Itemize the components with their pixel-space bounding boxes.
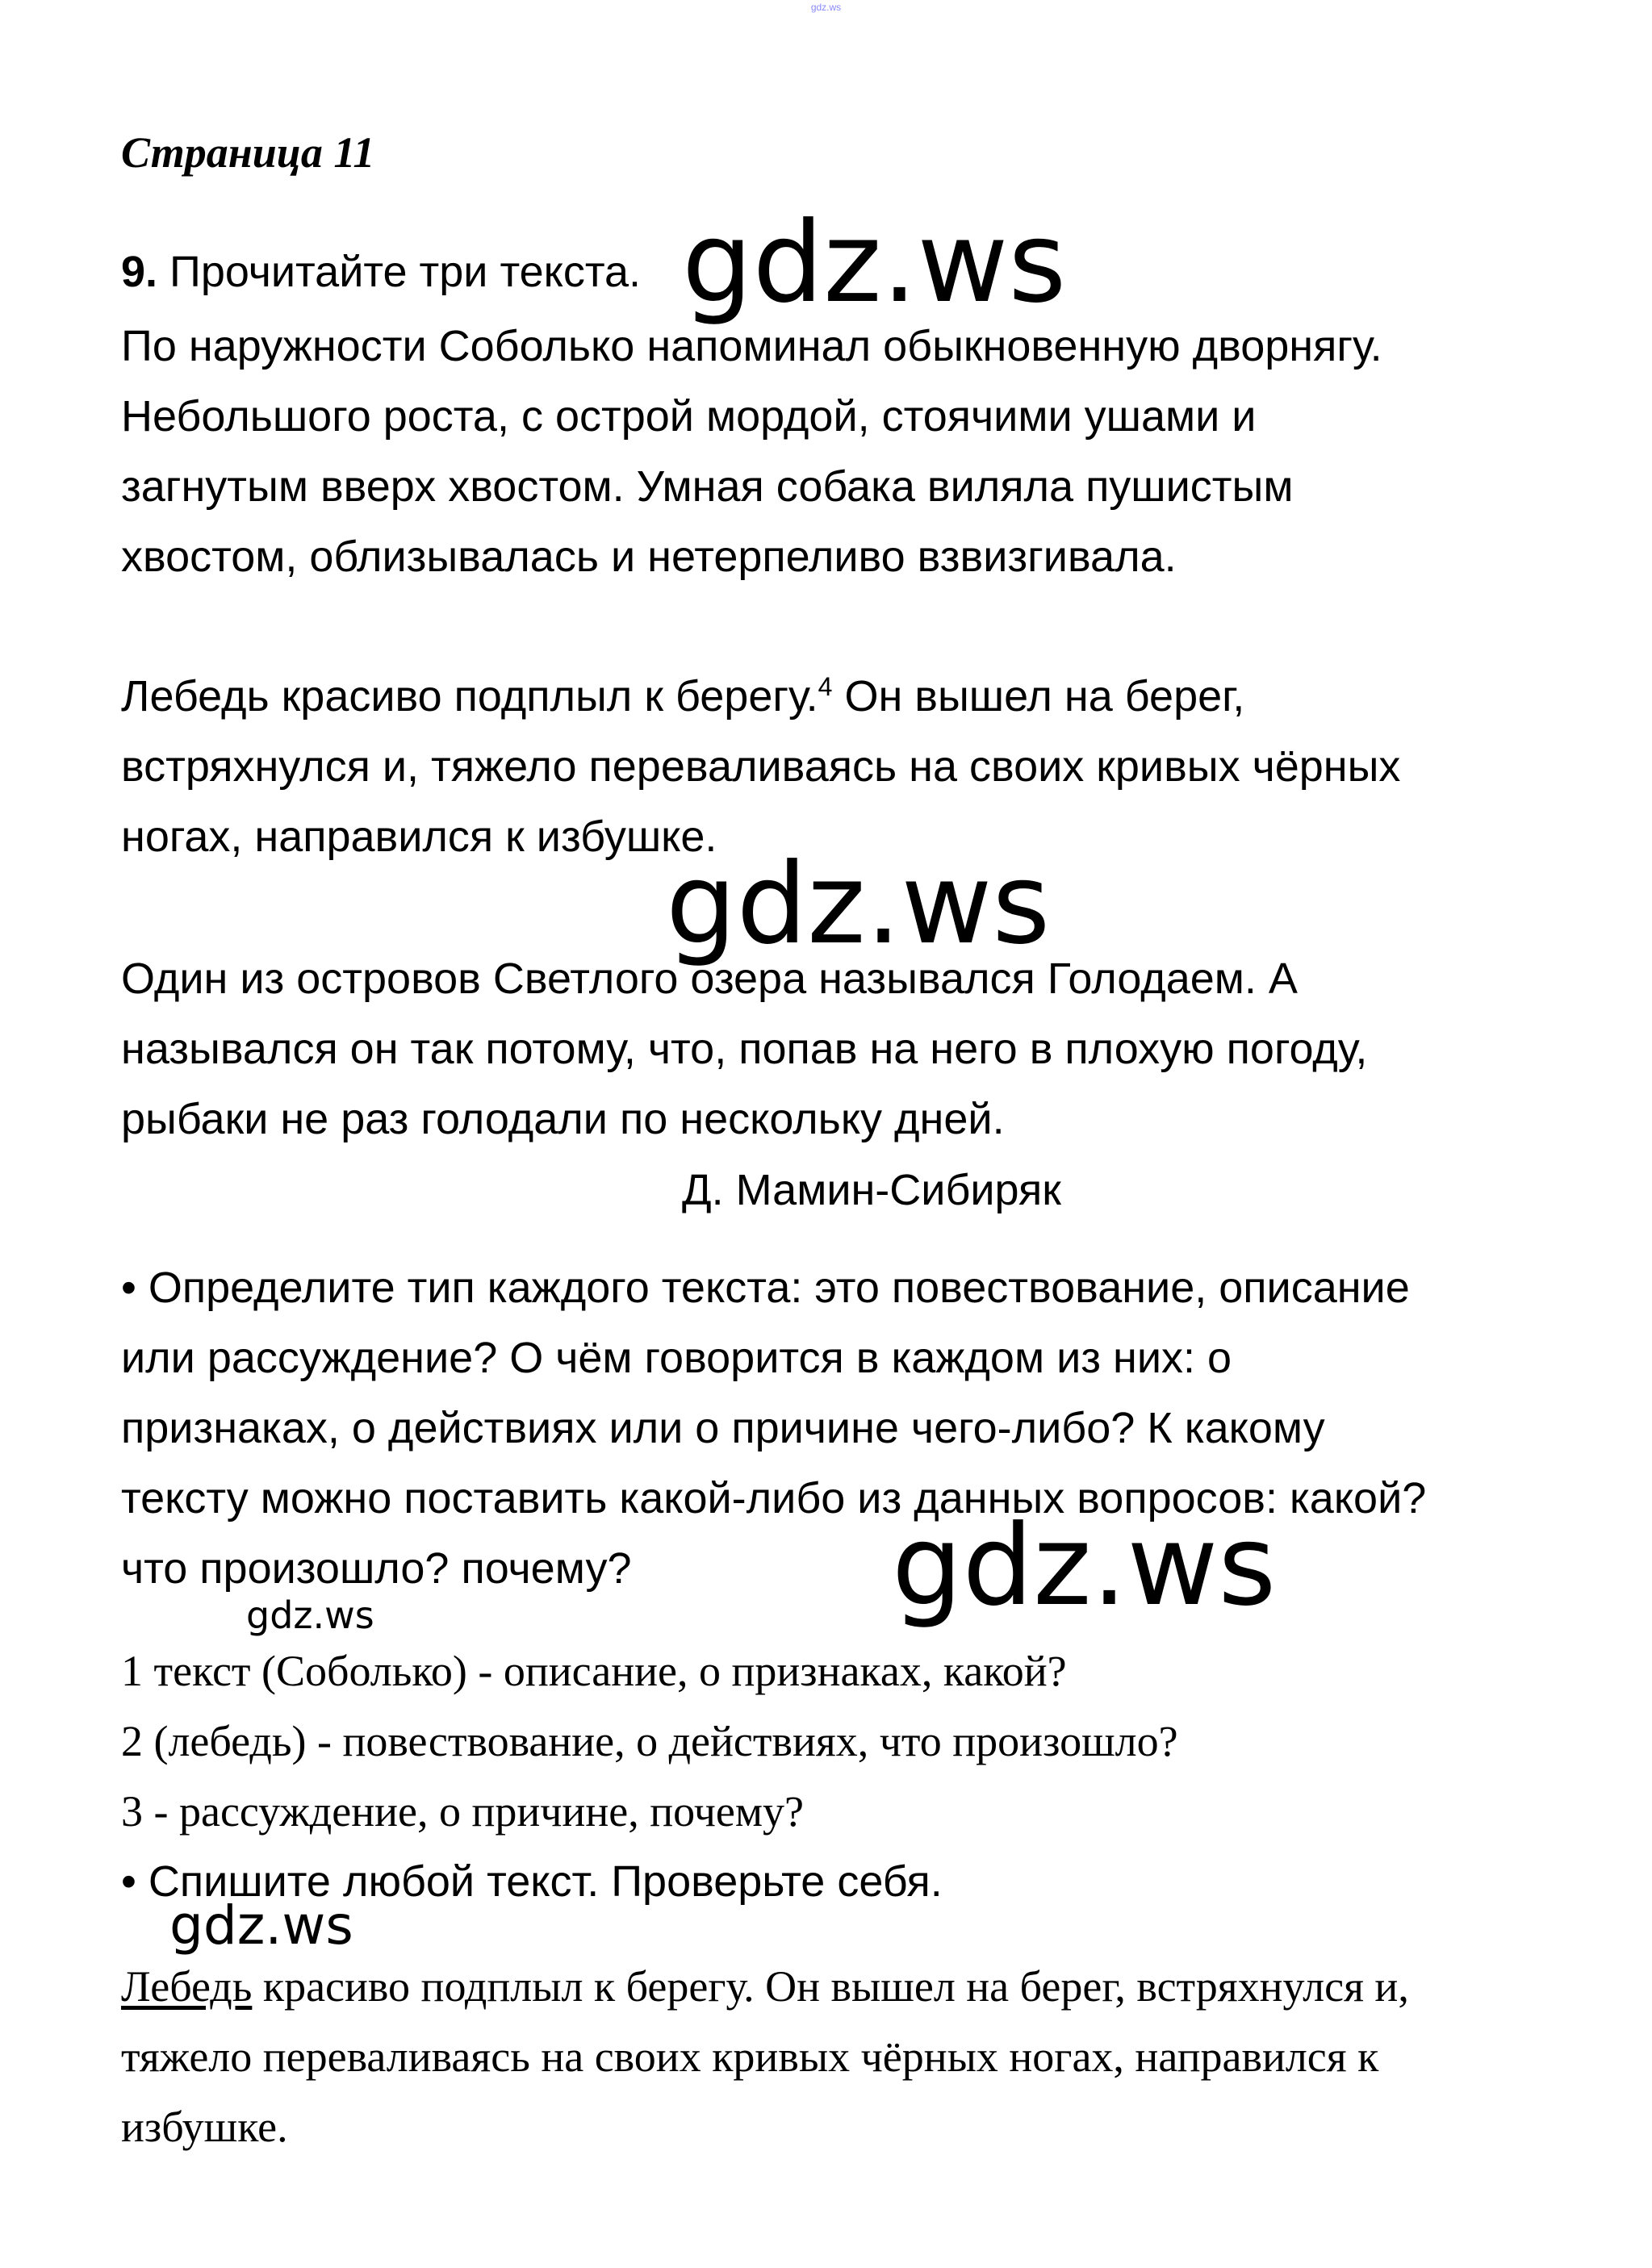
answer-1: 1 текст (Соболько) - описание, о признаках, какой? — [121, 1647, 1067, 1695]
copy-line-3: избушке. — [121, 2103, 288, 2151]
task2-line: • Спишите любой текст. Проверьте себя. — [121, 1857, 943, 1906]
question-line-3: признаках, о действиях или о причине чего-либо? К какому — [121, 1404, 1325, 1452]
task-line — [121, 250, 641, 294]
text1-line-2: Небольшого роста, с острой мордой, стоячими ушами и — [121, 392, 1257, 441]
copy-line-1-rest: красиво подплыл к берегу. Он вышел на берег, встряхнулся и, — [252, 1962, 1409, 2011]
task-number: 9. — [121, 248, 158, 296]
question-line-4: тексту можно поставить какой-либо из данных вопросов: какой? — [121, 1474, 1427, 1522]
watermark-5: gdz.ws — [169, 1894, 353, 1957]
text3-line-1: Один из островов Светлого озера назывался Голодаем. А — [121, 954, 1298, 1003]
copy-underlined-word: Лебедь — [121, 1962, 253, 2011]
text2-line-2: встряхнулся и, тяжело переваливаясь на своих кривых чёрных — [121, 742, 1401, 791]
copy-line-1 — [121, 1962, 1409, 2011]
question-line-2: или рассуждение? О чём говорится в каждом из них: о — [121, 1334, 1232, 1382]
text1-line-4: хвостом, облизывалась и нетерпеливо взвизгивала. — [121, 533, 1177, 581]
watermark-2: gdz.ws — [666, 839, 1051, 969]
question-line-5: что произошло? почему? — [121, 1544, 632, 1593]
text2-line-1-end: Он вышел на берег, — [832, 672, 1245, 720]
copy-line-2: тяжело переваливаясь на своих кривых чёрных ногах, направился к — [121, 2032, 1379, 2081]
text2-line-3: ногах, направился к избушке. — [121, 812, 717, 861]
footnote-marker: 4 — [818, 672, 833, 701]
answer-2: 2 (лебедь) - повествование, о действиях, что произошло? — [121, 1717, 1178, 1765]
page-heading: Страница 11 — [121, 128, 375, 177]
question-line-1: • Определите тип каждого текста: это повествование, описание — [121, 1263, 1410, 1312]
answer-3: 3 - рассуждение, о причине, почему? — [121, 1787, 804, 1836]
text2-line-1 — [121, 672, 1245, 720]
text1-line-3: загнутым вверх хвостом. Умная собака виляла пушистым — [121, 462, 1294, 511]
task-instruction: Прочитайте три текста. — [157, 248, 642, 296]
watermark-1: gdz.ws — [682, 198, 1067, 328]
text3-line-3: рыбаки не раз голодали по нескольку дней. — [121, 1095, 1005, 1143]
watermark-4: gdz.ws — [246, 1593, 374, 1637]
watermark-3: gdz.ws — [892, 1501, 1277, 1631]
text1-line-1: По наружности Соболько напоминал обыкновенную дворнягу. — [121, 322, 1382, 370]
text-author: Д. Мамин-Сибиряк — [682, 1166, 1061, 1214]
top-watermark: gdz.ws — [810, 2, 842, 13]
text2-line-1-start: Лебедь красиво подплыл к берегу. — [121, 672, 818, 720]
text3-line-2: назывался он так потому, что, попав на него в плохую погоду, — [121, 1025, 1368, 1073]
